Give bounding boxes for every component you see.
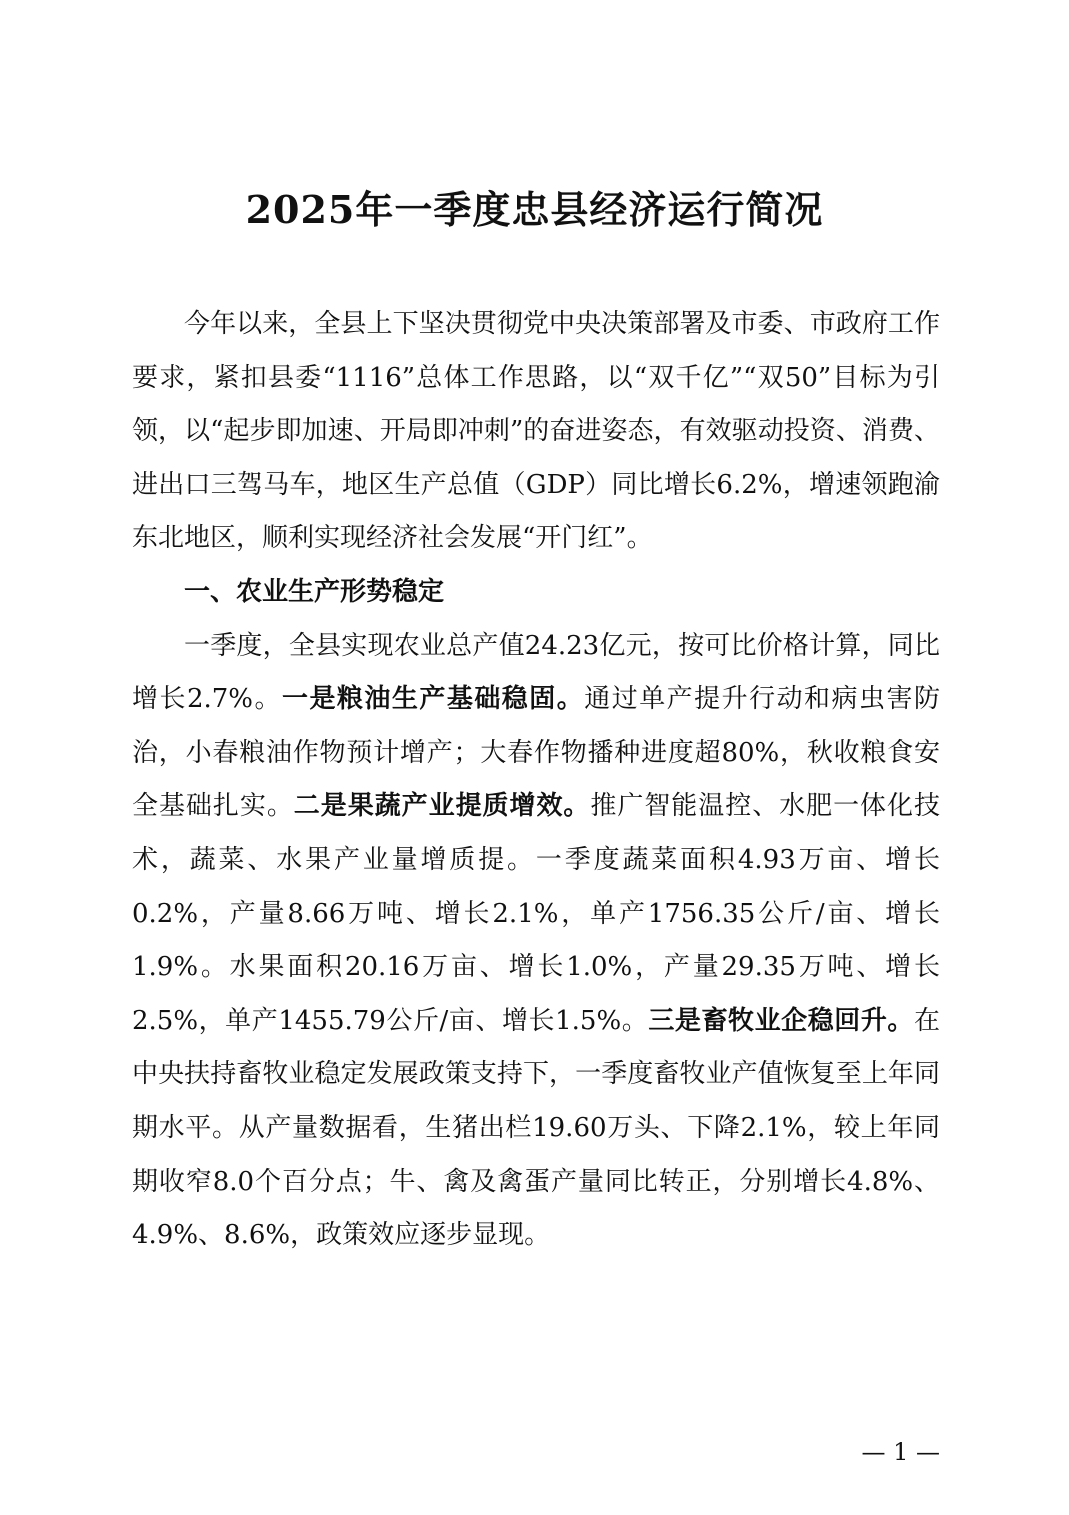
intro-paragraph: 今年以来，全县上下坚决贯彻党中央决策部署及市委、市政府工作要求，紧扣县委“1116”总体工作思路，以“双千亿”“双50”目标为引领，以“起步即加速、开局即冲刺”的奋进姿态，有效驱动投资、消费、进出口三驾马车，地区生产总值（GDP）同比增长6.2%，增速领跑渝东北地区，顺利实现经济社会发展“开门红”。 bbox=[132, 309, 940, 554]
bold-point-grain-oil: 一是粮油生产基础稳固。 bbox=[281, 684, 585, 715]
document-title: 2025年一季度忠县经济运行简况 bbox=[245, 187, 824, 232]
bold-point-fruit-vegetable: 二是果蔬产业提质增效。 bbox=[293, 791, 591, 822]
paragraph-text: 通过单产提升行动和病虫害防治，小春粮油作物预计增产；大春作物播种进度超80%，秋收粮食安全基础扎实。 bbox=[132, 684, 940, 822]
paragraph-text: 一季度，全县实现农业总产值24.23亿元，按可比价格计算，同比增长2.7%。 bbox=[132, 630, 940, 715]
section-heading-agriculture: 一、农业生产形势稳定 bbox=[184, 576, 445, 607]
bold-point-livestock: 三是畜牧业企稳回升。 bbox=[648, 1005, 914, 1036]
page-number: — 1 — bbox=[861, 1438, 940, 1466]
document-body bbox=[132, 298, 940, 1263]
agriculture-paragraph bbox=[132, 620, 940, 1263]
paragraph-text: 在中央扶持畜牧业稳定发展政策支持下，一季度畜牧业产值恢复至上年同期水平。从产量数据看，生猪出栏19.60万头、下降2.1%，较上年同期收窄8.0个百分点；牛、禽及禽蛋产量同比转正，分别增长4.8%、4.9%、8.6%，政策效应逐步显现。 bbox=[132, 1005, 940, 1251]
paragraph-text: 推广智能温控、水肥一体化技术，蔬菜、水果产业量增质提。一季度蔬菜面积4.93万亩、增长0.2%，产量8.66万吨、增长2.1%，单产1756.35公斤/亩、增长1.9%。水果面积20.16万亩、增长1.0%，产量29.35万吨、增长2.5%，单产1455.79公斤/亩、增长1.5%。 bbox=[132, 791, 940, 1036]
